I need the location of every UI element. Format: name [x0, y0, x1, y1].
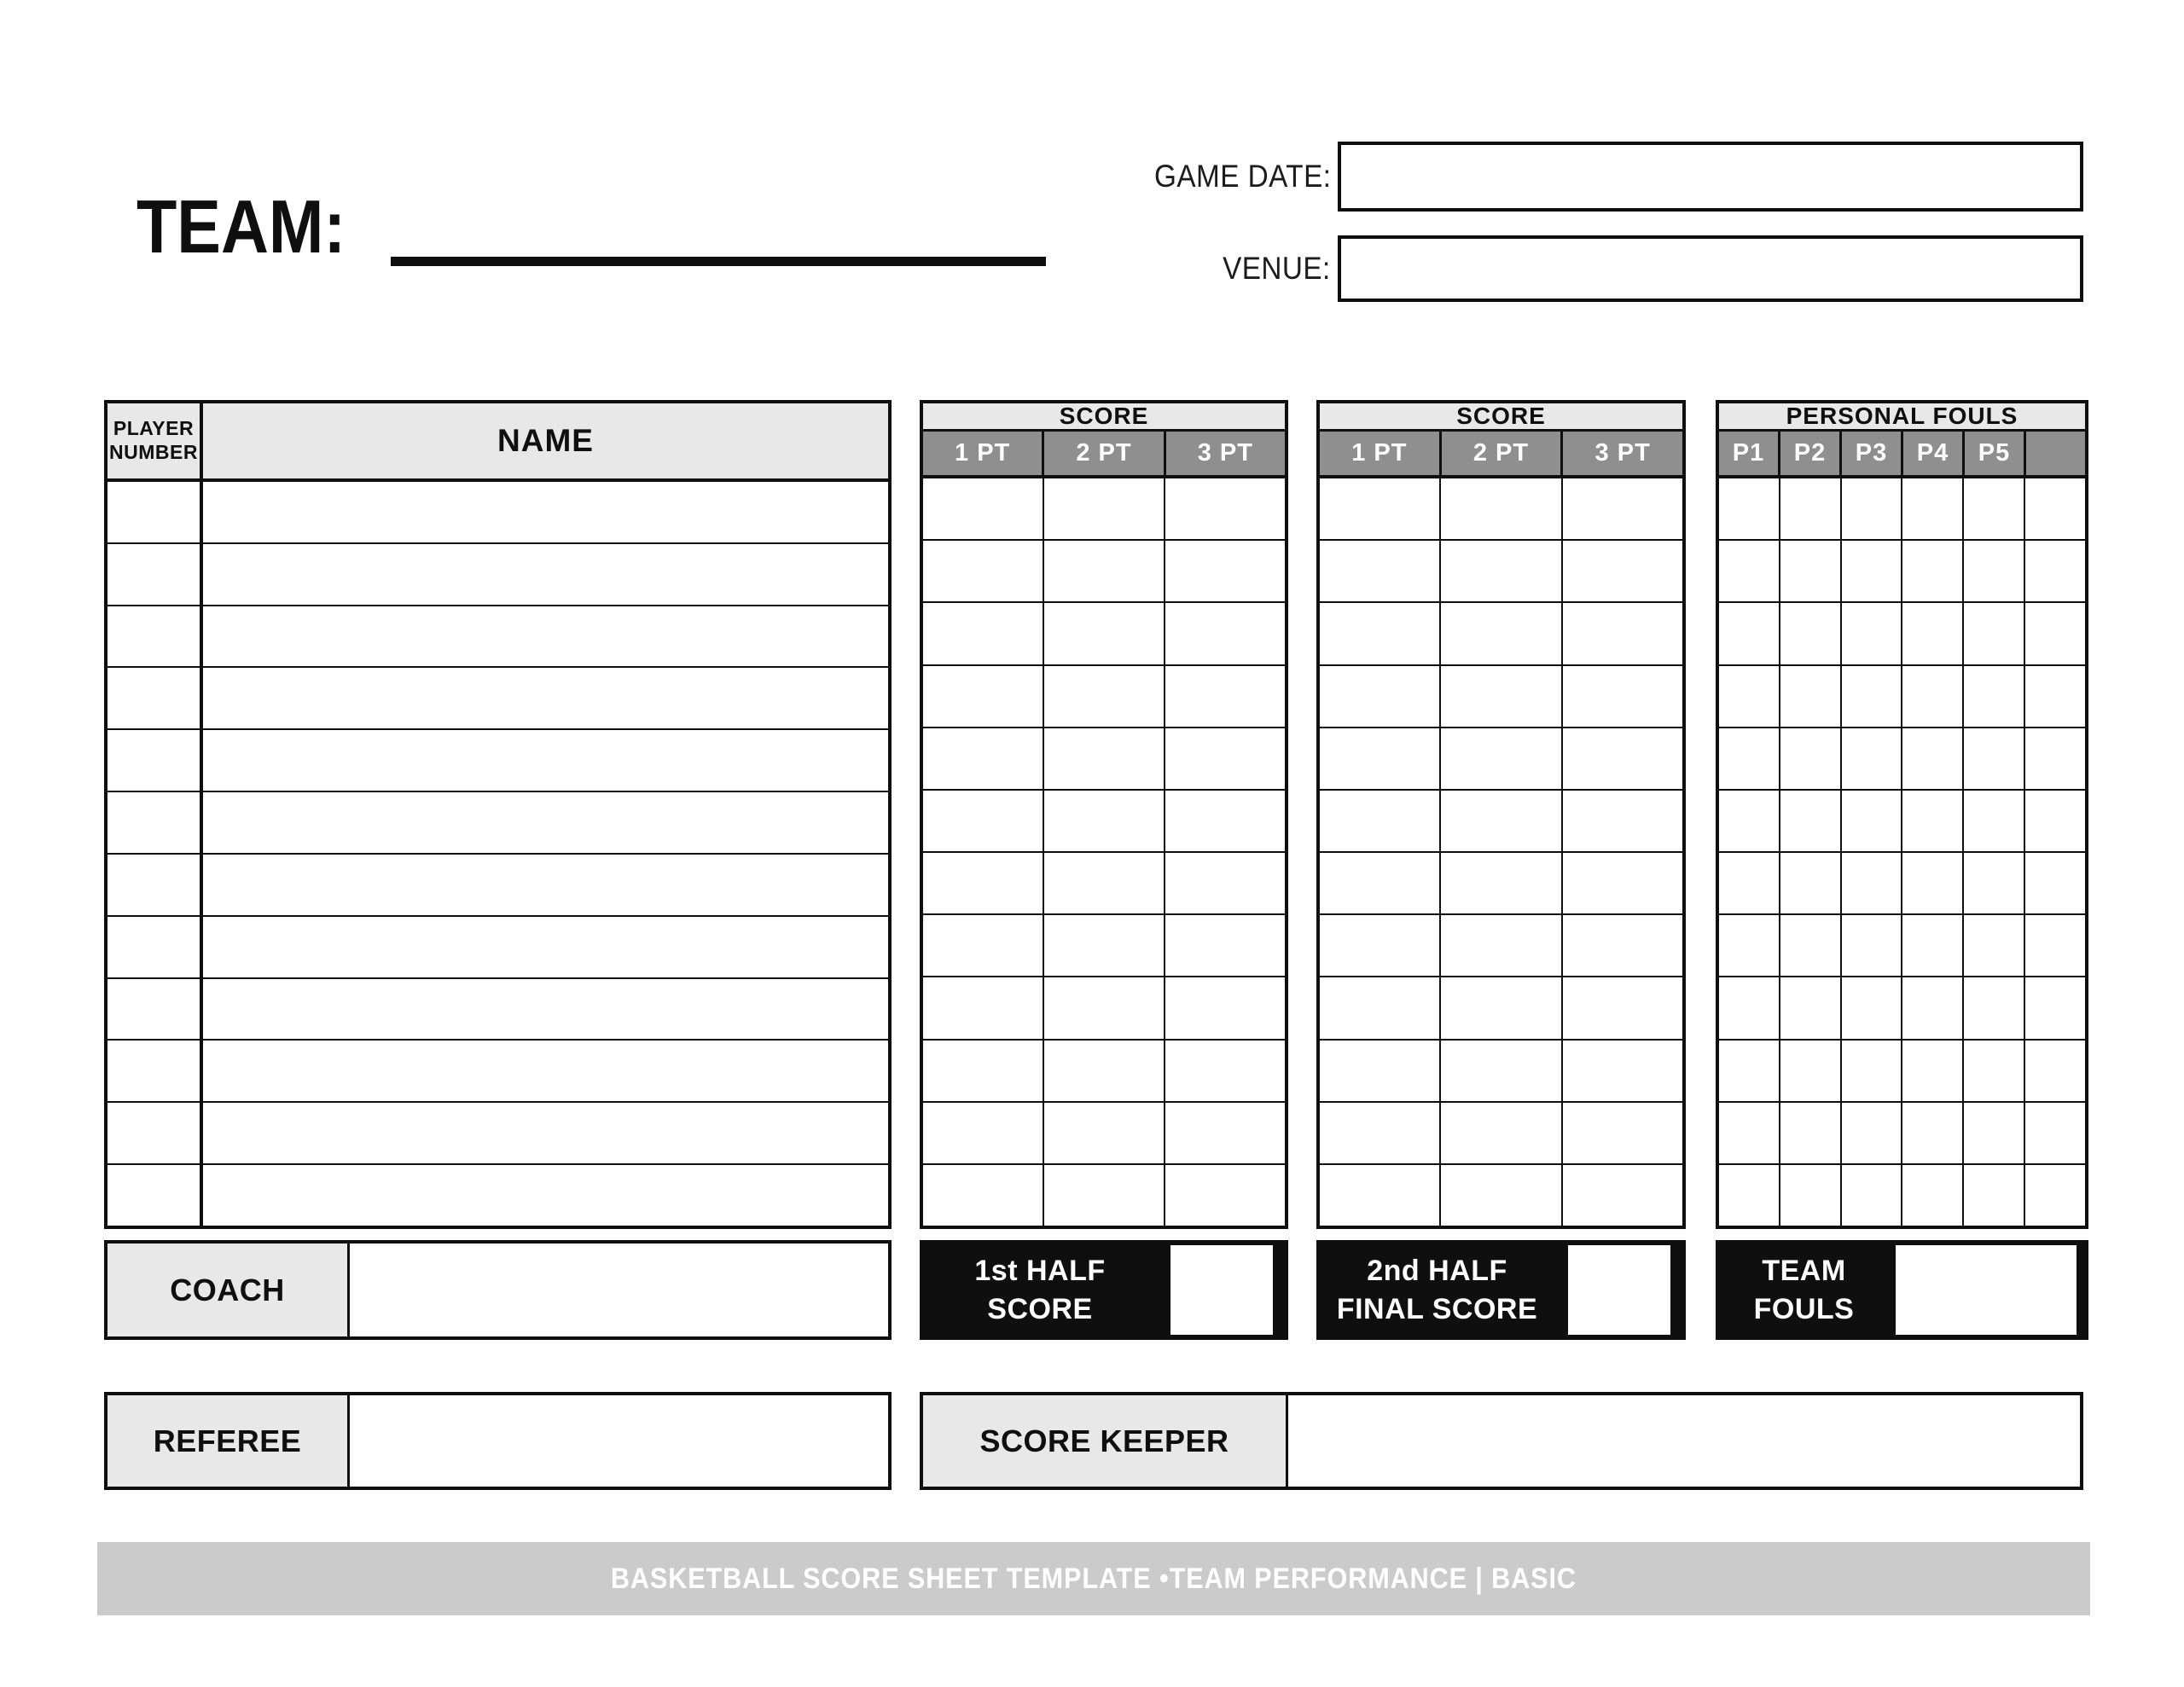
roster-table-body [107, 482, 888, 1226]
score-row [1320, 727, 1682, 789]
score-cell[interactable] [1320, 791, 1439, 851]
player-number-column-header [107, 403, 203, 478]
player-name-cell[interactable] [203, 1165, 888, 1226]
roster-row [107, 853, 888, 915]
referee-input-area[interactable] [350, 1395, 888, 1487]
foul-cell[interactable] [1719, 1103, 1779, 1163]
score-row [923, 664, 1285, 727]
roster-row [107, 1101, 888, 1163]
score-cell[interactable] [1439, 541, 1560, 601]
second-half-final-score-line2: FINAL SCORE [1336, 1292, 1538, 1325]
player-name-cell[interactable] [203, 1041, 888, 1101]
score-row [923, 601, 1285, 664]
player-number-header-line1: PLAYER [113, 417, 195, 440]
player-number-cell[interactable] [107, 979, 203, 1040]
score-cell[interactable] [1561, 478, 1682, 539]
player-name-cell[interactable] [203, 855, 888, 915]
foul-cell[interactable] [1962, 1165, 2024, 1226]
score-cell[interactable] [1043, 977, 1164, 1038]
score-cell[interactable] [923, 603, 1043, 664]
player-number-cell[interactable] [107, 606, 203, 667]
foul-cell[interactable] [1779, 478, 1840, 539]
score-cell[interactable] [1561, 666, 1682, 727]
score-cell[interactable] [1320, 853, 1439, 913]
score-cell[interactable] [1043, 541, 1164, 601]
foul-cell[interactable] [1779, 853, 1840, 913]
venue-input[interactable] [1341, 239, 2080, 299]
score-cell[interactable] [923, 1041, 1043, 1101]
score-row [1320, 664, 1682, 727]
score-row [1320, 478, 1682, 539]
score-cell[interactable] [923, 666, 1043, 727]
foul-cell[interactable] [1962, 728, 2024, 789]
footer-bar [97, 1542, 2090, 1615]
score-row [1320, 976, 1682, 1038]
roster-row [107, 666, 888, 728]
coach-input-area[interactable] [350, 1244, 888, 1336]
referee-row [104, 1392, 892, 1490]
column-header-2pt: 2 PT [1439, 432, 1561, 475]
score-row [923, 727, 1285, 789]
score-cell[interactable] [1561, 1103, 1682, 1163]
column-header-1pt: 1 PT [1351, 439, 1408, 467]
foul-cell[interactable] [1962, 977, 2024, 1038]
score-table-1 [920, 400, 1288, 1229]
venue-box [1338, 235, 2083, 302]
score-row [923, 1163, 1285, 1226]
player-name-cell[interactable] [203, 979, 888, 1040]
foul-cell[interactable] [1962, 603, 2024, 664]
column-header-1pt: 1 PT [955, 439, 1011, 467]
second-half-final-score-value-cell[interactable] [1568, 1245, 1670, 1335]
team-fouls-label [1716, 1240, 1892, 1340]
score-cell[interactable] [923, 977, 1043, 1038]
score-row [1320, 851, 1682, 913]
foul-cell[interactable] [1901, 541, 1962, 601]
foul-cell[interactable] [1901, 791, 1962, 851]
score-row [923, 913, 1285, 976]
foul-cell[interactable] [1901, 1165, 1962, 1226]
player-name-cell[interactable] [203, 1103, 888, 1163]
foul-cell[interactable] [2024, 728, 2085, 789]
column-header-p4: P4 [1901, 432, 1962, 475]
team-fouls-line1: TEAM [1762, 1255, 1846, 1288]
foul-cell[interactable] [1901, 666, 1962, 727]
first-half-score-line2: SCORE [987, 1292, 1093, 1325]
score-cell[interactable] [1561, 791, 1682, 851]
fouls-row [1719, 478, 2085, 539]
foul-cell[interactable] [1901, 1103, 1962, 1163]
foul-cell[interactable] [2024, 1103, 2085, 1163]
fouls-row [1719, 539, 2085, 601]
score-cell[interactable] [923, 915, 1043, 976]
score-cell[interactable] [1043, 915, 1164, 976]
foul-cell[interactable] [1779, 977, 1840, 1038]
score-cell[interactable] [1439, 791, 1560, 851]
second-half-final-score-line1: 2nd HALF [1367, 1255, 1507, 1288]
name-column-header: NAME [497, 423, 594, 458]
roster-row [107, 482, 888, 542]
foul-cell[interactable] [2024, 791, 2085, 851]
roster-row [107, 791, 888, 853]
score-cell[interactable] [1043, 1041, 1164, 1101]
column-header-2pt: 2 PT [1042, 432, 1163, 475]
foul-cell[interactable] [1779, 791, 1840, 851]
score-cell[interactable] [1164, 1041, 1285, 1101]
team-fouls-label-text [1754, 1252, 1855, 1327]
score-cell[interactable] [923, 1165, 1043, 1226]
score-row [923, 851, 1285, 913]
player-name-cell[interactable] [203, 544, 888, 605]
score-cell[interactable] [1043, 1103, 1164, 1163]
score-table-1-body [923, 478, 1285, 1226]
foul-cell[interactable] [1901, 478, 1962, 539]
score-keeper-row [920, 1392, 2083, 1490]
foul-cell[interactable] [1719, 728, 1779, 789]
score-cell[interactable] [1439, 666, 1560, 727]
score-cell[interactable] [1164, 791, 1285, 851]
personal-fouls-table [1716, 400, 2088, 1229]
foul-cell[interactable] [2024, 478, 2085, 539]
roster-row [107, 915, 888, 977]
venue-label [1211, 235, 1331, 302]
foul-cell[interactable] [1779, 1041, 1840, 1101]
first-half-score-value-cell[interactable] [1170, 1245, 1273, 1335]
foul-cell[interactable] [1901, 853, 1962, 913]
score-cell[interactable] [1320, 666, 1439, 727]
foul-cell[interactable] [1719, 666, 1779, 727]
score-cell[interactable] [1320, 478, 1439, 539]
column-header-3pt: 3 PT [1164, 432, 1285, 475]
foul-cell[interactable] [1901, 977, 1962, 1038]
roster-row [107, 542, 888, 605]
second-half-final-score-label [1316, 1240, 1558, 1340]
score-cell[interactable] [1164, 728, 1285, 789]
foul-cell[interactable] [1779, 541, 1840, 601]
score-table-1-title: SCORE [923, 403, 1285, 432]
team-fouls-box [1716, 1240, 2088, 1340]
score-cell[interactable] [1561, 541, 1682, 601]
foul-cell[interactable] [1840, 1041, 1902, 1101]
foul-cell[interactable] [1779, 1103, 1840, 1163]
foul-cell[interactable] [2024, 853, 2085, 913]
score-cell[interactable] [923, 1103, 1043, 1163]
foul-cell[interactable] [1840, 478, 1902, 539]
score-row [923, 1039, 1285, 1101]
fouls-row [1719, 727, 2085, 789]
score-cell[interactable] [923, 478, 1043, 539]
roster-table-header [107, 403, 888, 482]
score-cell[interactable] [1043, 853, 1164, 913]
column-header-blank [2024, 432, 2085, 475]
score-table-2-subheader [1320, 432, 1682, 478]
player-number-cell[interactable] [107, 1041, 203, 1101]
foul-cell[interactable] [1840, 666, 1902, 727]
game-date-box [1338, 142, 2083, 212]
fouls-row [1719, 789, 2085, 851]
foul-cell[interactable] [1962, 853, 2024, 913]
venue-label-text: VENUE: [1223, 251, 1331, 286]
roster-row [107, 1163, 888, 1226]
score-row [1320, 1039, 1682, 1101]
foul-cell[interactable] [1719, 1165, 1779, 1226]
player-number-cell[interactable] [107, 482, 203, 542]
column-header-p2: P2 [1778, 432, 1839, 475]
player-number-cell[interactable] [107, 792, 203, 853]
foul-cell[interactable] [1840, 603, 1902, 664]
player-number-cell[interactable] [107, 730, 203, 791]
fouls-row [1719, 976, 2085, 1038]
foul-cell[interactable] [1840, 791, 1902, 851]
fouls-row [1719, 601, 2085, 664]
fouls-row [1719, 851, 2085, 913]
foul-cell[interactable] [1840, 728, 1902, 789]
roster-row [107, 1039, 888, 1101]
foul-cell[interactable] [1719, 541, 1779, 601]
score-cell[interactable] [1164, 603, 1285, 664]
column-header-p5: P5 [1962, 432, 2024, 475]
foul-cell[interactable] [1901, 603, 1962, 664]
score-cell[interactable] [1043, 478, 1164, 539]
foul-cell[interactable] [1901, 915, 1962, 976]
score-keeper-input-area[interactable] [1288, 1395, 2080, 1487]
team-name-blank-line[interactable] [391, 257, 1046, 266]
score-cell[interactable] [1561, 977, 1682, 1038]
score-cell[interactable] [1164, 853, 1285, 913]
score-cell[interactable] [1439, 1041, 1560, 1101]
personal-fouls-body [1719, 478, 2085, 1226]
foul-cell[interactable] [1779, 915, 1840, 976]
player-number-cell[interactable] [107, 917, 203, 977]
personal-fouls-subheader [1719, 432, 2085, 478]
score-cell[interactable] [1561, 728, 1682, 789]
foul-cell[interactable] [1779, 728, 1840, 789]
score-cell[interactable] [1164, 666, 1285, 727]
fouls-row [1719, 664, 2085, 727]
score-cell[interactable] [1043, 1165, 1164, 1226]
game-date-label-text: GAME DATE: [1153, 159, 1331, 194]
foul-cell[interactable] [1962, 791, 2024, 851]
score-row [1320, 1163, 1682, 1226]
score-row [923, 478, 1285, 539]
player-name-cell[interactable] [203, 606, 888, 667]
score-cell[interactable] [1439, 1165, 1560, 1226]
score-cell[interactable] [1561, 915, 1682, 976]
player-number-cell[interactable] [107, 668, 203, 728]
first-half-score-label-text [974, 1252, 1105, 1327]
score-cell[interactable] [1320, 603, 1439, 664]
foul-cell[interactable] [1840, 541, 1902, 601]
fouls-row [1719, 1163, 2085, 1226]
foul-cell[interactable] [2024, 541, 2085, 601]
score-table-2-body [1320, 478, 1682, 1226]
score-cell[interactable] [1439, 977, 1560, 1038]
score-cell[interactable] [1561, 853, 1682, 913]
team-fouls-line2: FOULS [1753, 1292, 1855, 1325]
player-name-cell[interactable] [203, 917, 888, 977]
first-half-score-line1: 1st HALF [974, 1255, 1106, 1288]
team-fouls-value-cell[interactable] [1896, 1245, 2077, 1335]
score-row [1320, 1101, 1682, 1163]
score-cell[interactable] [1561, 1041, 1682, 1101]
score-row [923, 1101, 1285, 1163]
score-keeper-label: SCORE KEEPER [923, 1395, 1288, 1487]
foul-cell[interactable] [1901, 728, 1962, 789]
score-row [1320, 789, 1682, 851]
score-cell[interactable] [1043, 791, 1164, 851]
foul-cell[interactable] [1719, 478, 1779, 539]
foul-cell[interactable] [1719, 1041, 1779, 1101]
foul-cell[interactable] [1962, 541, 2024, 601]
foul-cell[interactable] [2024, 666, 2085, 727]
foul-cell[interactable] [1962, 1103, 2024, 1163]
fouls-row [1719, 1101, 2085, 1163]
foul-cell[interactable] [1962, 915, 2024, 976]
foul-cell[interactable] [2024, 915, 2085, 976]
player-number-header-line2: NUMBER [109, 441, 198, 463]
player-name-cell[interactable] [203, 730, 888, 791]
score-cell[interactable] [1164, 1103, 1285, 1163]
foul-cell[interactable] [1840, 1165, 1902, 1226]
score-cell[interactable] [1439, 1103, 1560, 1163]
footer-text: BASKETBALL SCORE SHEET TEMPLATE •TEAM PERFORMANCE | BASIC [610, 1562, 1577, 1595]
score-cell[interactable] [1164, 541, 1285, 601]
column-header-p1: P1 [1732, 439, 1765, 467]
foul-cell[interactable] [1719, 603, 1779, 664]
second-half-final-score-box [1316, 1240, 1686, 1340]
score-cell[interactable] [1561, 1165, 1682, 1226]
score-row [1320, 539, 1682, 601]
score-cell[interactable] [923, 853, 1043, 913]
second-half-final-score-label-text [1337, 1252, 1537, 1327]
score-cell[interactable] [1561, 603, 1682, 664]
team-heading-text: TEAM: [136, 184, 346, 269]
score-cell[interactable] [1320, 1103, 1439, 1163]
score-cell[interactable] [1164, 1165, 1285, 1226]
score-table-2-title: SCORE [1320, 403, 1682, 432]
player-number-cell[interactable] [107, 1165, 203, 1226]
foul-cell[interactable] [1719, 791, 1779, 851]
game-date-input[interactable] [1341, 145, 2080, 208]
score-cell[interactable] [923, 791, 1043, 851]
score-cell[interactable] [1164, 915, 1285, 976]
foul-cell[interactable] [1719, 853, 1779, 913]
fouls-row [1719, 913, 2085, 976]
score-cell[interactable] [1439, 853, 1560, 913]
foul-cell[interactable] [1840, 915, 1902, 976]
score-row [923, 539, 1285, 601]
player-name-cell[interactable] [203, 482, 888, 542]
score-cell[interactable] [1439, 478, 1560, 539]
team-heading [136, 184, 375, 269]
score-cell[interactable] [1439, 915, 1560, 976]
player-number-cell[interactable] [107, 544, 203, 605]
coach-label: COACH [107, 1244, 350, 1336]
score-cell[interactable] [1320, 915, 1439, 976]
foul-cell[interactable] [1719, 915, 1779, 976]
roster-table [104, 400, 892, 1229]
foul-cell[interactable] [2024, 977, 2085, 1038]
player-number-cell[interactable] [107, 1103, 203, 1163]
player-name-cell[interactable] [203, 792, 888, 853]
roster-row [107, 605, 888, 667]
first-half-score-label [920, 1240, 1160, 1340]
score-cell[interactable] [1164, 977, 1285, 1038]
score-cell[interactable] [923, 541, 1043, 601]
foul-cell[interactable] [2024, 603, 2085, 664]
personal-fouls-title: PERSONAL FOULS [1719, 403, 2085, 432]
foul-cell[interactable] [2024, 1165, 2085, 1226]
score-table-2 [1316, 400, 1686, 1229]
foul-cell[interactable] [1962, 666, 2024, 727]
score-cell[interactable] [1320, 728, 1439, 789]
score-cell[interactable] [1320, 1041, 1439, 1101]
fouls-row [1719, 1039, 2085, 1101]
coach-row [104, 1240, 892, 1340]
player-number-cell[interactable] [107, 855, 203, 915]
score-row [1320, 913, 1682, 976]
column-header-3pt: 3 PT [1560, 432, 1682, 475]
foul-cell[interactable] [1840, 977, 1902, 1038]
foul-cell[interactable] [1962, 1041, 2024, 1101]
referee-label: REFEREE [107, 1395, 350, 1487]
score-cell[interactable] [1043, 728, 1164, 789]
foul-cell[interactable] [1840, 1103, 1902, 1163]
score-cell[interactable] [1043, 603, 1164, 664]
score-cell[interactable] [1043, 666, 1164, 727]
column-header-p3: P3 [1839, 432, 1901, 475]
foul-cell[interactable] [1962, 478, 2024, 539]
player-name-cell[interactable] [203, 668, 888, 728]
score-cell[interactable] [1320, 541, 1439, 601]
score-table-1-subheader [923, 432, 1285, 478]
game-date-label [1135, 142, 1331, 212]
score-cell[interactable] [1164, 478, 1285, 539]
score-cell[interactable] [1439, 728, 1560, 789]
foul-cell[interactable] [1779, 666, 1840, 727]
first-half-score-box [920, 1240, 1288, 1340]
score-cell[interactable] [1439, 603, 1560, 664]
score-row [1320, 601, 1682, 664]
foul-cell[interactable] [2024, 1041, 2085, 1101]
score-row [923, 789, 1285, 851]
roster-row [107, 977, 888, 1040]
foul-cell[interactable] [1719, 977, 1779, 1038]
foul-cell[interactable] [1901, 1041, 1962, 1101]
roster-row [107, 728, 888, 791]
score-row [923, 976, 1285, 1038]
score-cell[interactable] [1320, 977, 1439, 1038]
foul-cell[interactable] [1779, 603, 1840, 664]
score-cell[interactable] [1320, 1165, 1439, 1226]
score-cell[interactable] [923, 728, 1043, 789]
foul-cell[interactable] [1840, 853, 1902, 913]
foul-cell[interactable] [1779, 1165, 1840, 1226]
